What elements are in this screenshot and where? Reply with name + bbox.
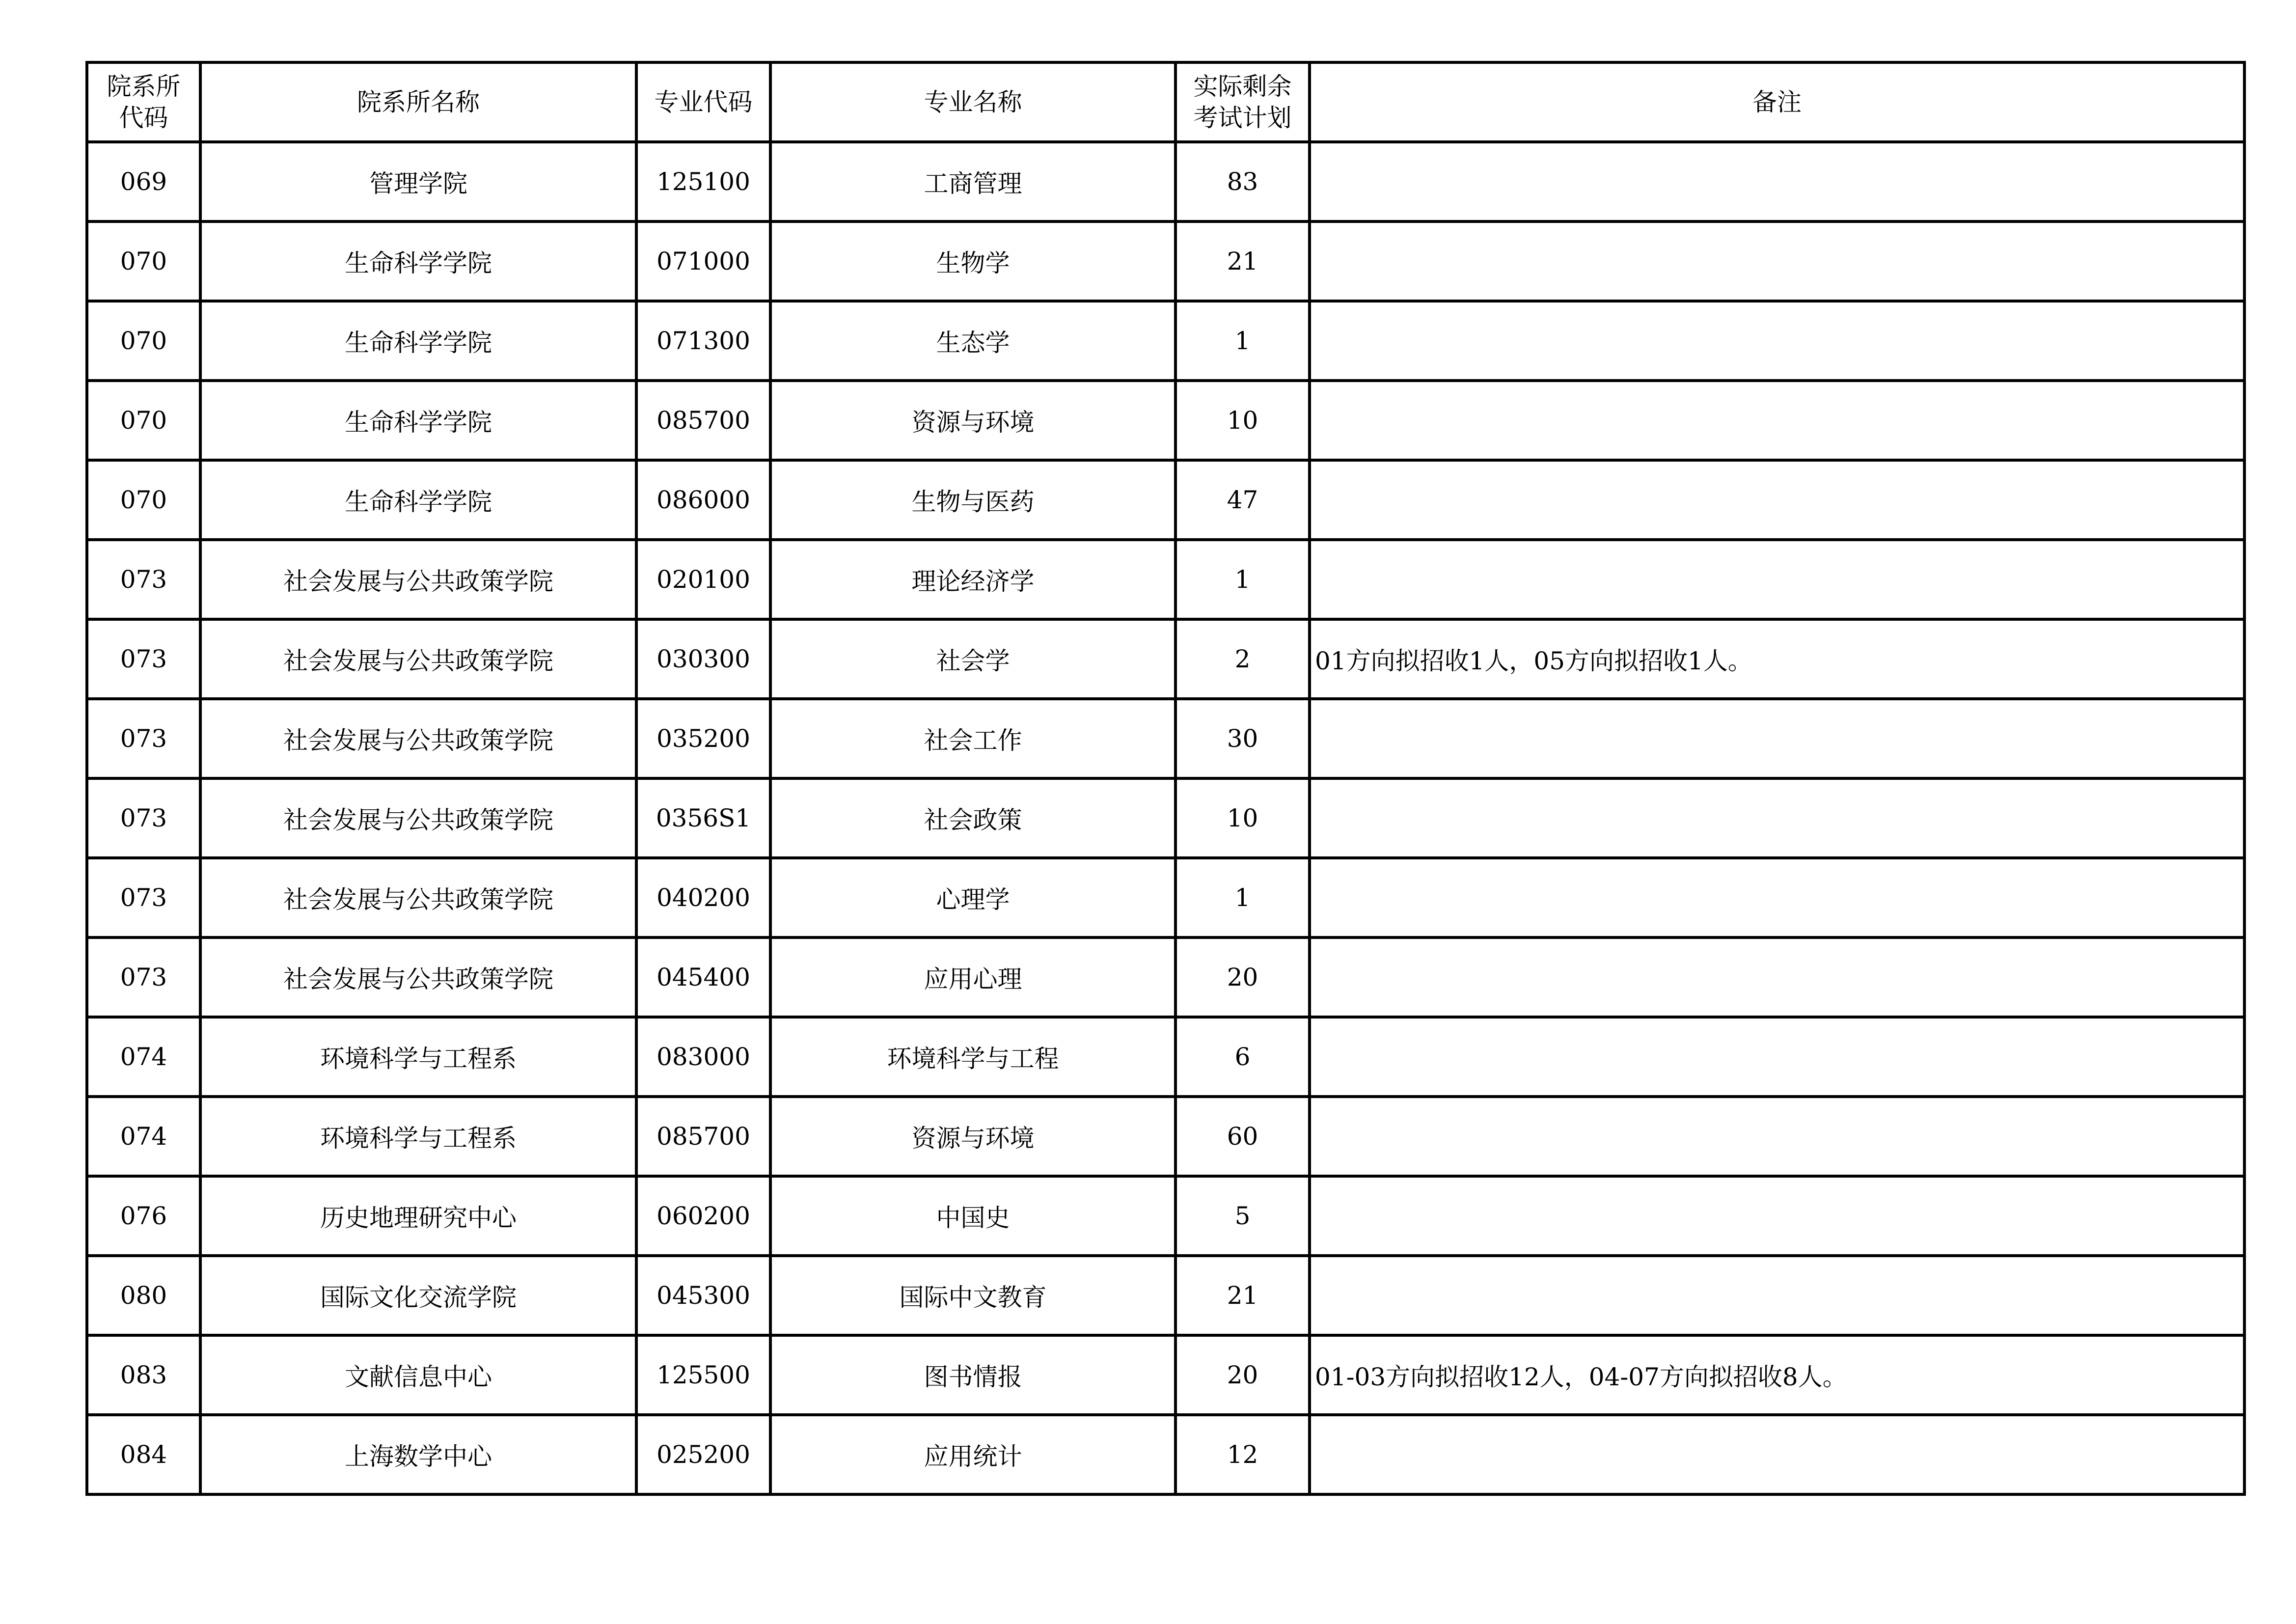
cell-remaining: 30 (1175, 699, 1310, 778)
cell-remark (1310, 460, 2244, 540)
cell-dept-code: 070 (87, 221, 200, 301)
header-dept-name: 院系所名称 (200, 62, 636, 142)
cell-remark (1310, 1097, 2244, 1176)
header-major-name: 专业名称 (770, 62, 1175, 142)
header-row (87, 62, 2244, 142)
cell-major-code: 071300 (636, 301, 770, 381)
cell-major-name: 资源与环境 (770, 1097, 1175, 1176)
cell-remark (1310, 858, 2244, 937)
cell-major-code: 071000 (636, 221, 770, 301)
enrollment-plan-table (85, 61, 2246, 1496)
cell-dept-name: 生命科学学院 (200, 221, 636, 301)
cell-dept-name: 历史地理研究中心 (200, 1176, 636, 1256)
cell-dept-code: 070 (87, 460, 200, 540)
cell-remark (1310, 1176, 2244, 1256)
cell-remark: 01方向拟招收1人，05方向拟招收1人。 (1310, 619, 2244, 699)
table-row (87, 301, 2244, 381)
cell-major-code: 040200 (636, 858, 770, 937)
cell-dept-name: 社会发展与公共政策学院 (200, 937, 636, 1017)
table-row (87, 1176, 2244, 1256)
cell-major-name: 图书情报 (770, 1335, 1175, 1415)
cell-major-code: 035200 (636, 699, 770, 778)
table-row (87, 142, 2244, 221)
cell-remark (1310, 699, 2244, 778)
header-remark: 备注 (1310, 62, 2244, 142)
cell-major-code: 045300 (636, 1256, 770, 1335)
header-dept-code-line2: 代码 (119, 104, 168, 132)
cell-dept-code: 073 (87, 778, 200, 858)
cell-remaining: 20 (1175, 1335, 1310, 1415)
cell-remark (1310, 1017, 2244, 1097)
cell-remark: 01-03方向拟招收12人，04-07方向拟招收8人。 (1310, 1335, 2244, 1415)
cell-remark (1310, 1415, 2244, 1494)
cell-major-name: 理论经济学 (770, 540, 1175, 619)
cell-remaining: 60 (1175, 1097, 1310, 1176)
cell-dept-code: 074 (87, 1097, 200, 1176)
cell-dept-name: 生命科学学院 (200, 460, 636, 540)
cell-remark (1310, 221, 2244, 301)
cell-remaining: 20 (1175, 937, 1310, 1017)
table-row (87, 1335, 2244, 1415)
cell-remaining: 1 (1175, 540, 1310, 619)
cell-major-code: 045400 (636, 937, 770, 1017)
cell-remark (1310, 540, 2244, 619)
table-row (87, 1017, 2244, 1097)
cell-major-code: 0356S1 (636, 778, 770, 858)
cell-dept-name: 管理学院 (200, 142, 636, 221)
cell-remark (1310, 381, 2244, 460)
cell-major-code: 125500 (636, 1335, 770, 1415)
table-row (87, 858, 2244, 937)
cell-remaining: 12 (1175, 1415, 1310, 1494)
cell-dept-code: 076 (87, 1176, 200, 1256)
cell-dept-code: 070 (87, 301, 200, 381)
cell-dept-code: 083 (87, 1335, 200, 1415)
cell-major-code: 025200 (636, 1415, 770, 1494)
cell-remaining: 21 (1175, 1256, 1310, 1335)
cell-major-name: 环境科学与工程 (770, 1017, 1175, 1097)
cell-major-code: 030300 (636, 619, 770, 699)
cell-remaining: 1 (1175, 858, 1310, 937)
table-row (87, 619, 2244, 699)
cell-major-name: 中国史 (770, 1176, 1175, 1256)
table-row (87, 1415, 2244, 1494)
cell-dept-code: 069 (87, 142, 200, 221)
cell-remaining: 10 (1175, 381, 1310, 460)
cell-dept-name: 生命科学学院 (200, 381, 636, 460)
cell-dept-code: 080 (87, 1256, 200, 1335)
table-row (87, 381, 2244, 460)
cell-dept-name: 上海数学中心 (200, 1415, 636, 1494)
cell-major-name: 国际中文教育 (770, 1256, 1175, 1335)
cell-major-name: 生态学 (770, 301, 1175, 381)
cell-remark (1310, 937, 2244, 1017)
table-row (87, 1097, 2244, 1176)
table-row (87, 937, 2244, 1017)
cell-dept-name: 文献信息中心 (200, 1335, 636, 1415)
cell-major-name: 生物学 (770, 221, 1175, 301)
header-remaining-line1: 实际剩余 (1193, 72, 1292, 101)
cell-dept-name: 环境科学与工程系 (200, 1017, 636, 1097)
cell-major-name: 生物与医药 (770, 460, 1175, 540)
cell-major-name: 社会政策 (770, 778, 1175, 858)
table-row (87, 778, 2244, 858)
cell-major-code: 086000 (636, 460, 770, 540)
cell-dept-name: 环境科学与工程系 (200, 1097, 636, 1176)
table-row (87, 699, 2244, 778)
table-row (87, 221, 2244, 301)
cell-major-code: 060200 (636, 1176, 770, 1256)
cell-remaining: 1 (1175, 301, 1310, 381)
cell-dept-name: 社会发展与公共政策学院 (200, 699, 636, 778)
header-remaining-line2: 考试计划 (1193, 104, 1292, 132)
cell-remark (1310, 778, 2244, 858)
header-major-code: 专业代码 (636, 62, 770, 142)
cell-major-name: 资源与环境 (770, 381, 1175, 460)
cell-major-name: 应用心理 (770, 937, 1175, 1017)
cell-remaining: 6 (1175, 1017, 1310, 1097)
cell-remaining: 83 (1175, 142, 1310, 221)
cell-major-code: 085700 (636, 1097, 770, 1176)
cell-remaining: 2 (1175, 619, 1310, 699)
cell-remark (1310, 1256, 2244, 1335)
cell-dept-name: 社会发展与公共政策学院 (200, 858, 636, 937)
cell-major-code: 085700 (636, 381, 770, 460)
cell-dept-code: 073 (87, 540, 200, 619)
cell-dept-code: 073 (87, 699, 200, 778)
header-dept-code-line1: 院系所 (107, 72, 181, 101)
table-row (87, 460, 2244, 540)
table-row (87, 1256, 2244, 1335)
cell-remaining: 47 (1175, 460, 1310, 540)
cell-dept-name: 社会发展与公共政策学院 (200, 778, 636, 858)
cell-major-name: 社会工作 (770, 699, 1175, 778)
table-row (87, 540, 2244, 619)
cell-dept-code: 073 (87, 937, 200, 1017)
header-remaining-plan (1175, 62, 1310, 142)
cell-dept-code: 070 (87, 381, 200, 460)
cell-major-name: 应用统计 (770, 1415, 1175, 1494)
cell-major-name: 工商管理 (770, 142, 1175, 221)
cell-remark (1310, 142, 2244, 221)
cell-major-code: 083000 (636, 1017, 770, 1097)
cell-major-name: 心理学 (770, 858, 1175, 937)
cell-remark (1310, 301, 2244, 381)
cell-dept-code: 073 (87, 619, 200, 699)
cell-dept-name: 国际文化交流学院 (200, 1256, 636, 1335)
cell-remaining: 10 (1175, 778, 1310, 858)
cell-remaining: 21 (1175, 221, 1310, 301)
cell-major-code: 020100 (636, 540, 770, 619)
cell-dept-name: 社会发展与公共政策学院 (200, 619, 636, 699)
cell-major-code: 125100 (636, 142, 770, 221)
header-dept-code (87, 62, 200, 142)
cell-remaining: 5 (1175, 1176, 1310, 1256)
cell-dept-name: 生命科学学院 (200, 301, 636, 381)
cell-dept-code: 084 (87, 1415, 200, 1494)
cell-dept-code: 074 (87, 1017, 200, 1097)
cell-dept-name: 社会发展与公共政策学院 (200, 540, 636, 619)
cell-dept-code: 073 (87, 858, 200, 937)
cell-major-name: 社会学 (770, 619, 1175, 699)
